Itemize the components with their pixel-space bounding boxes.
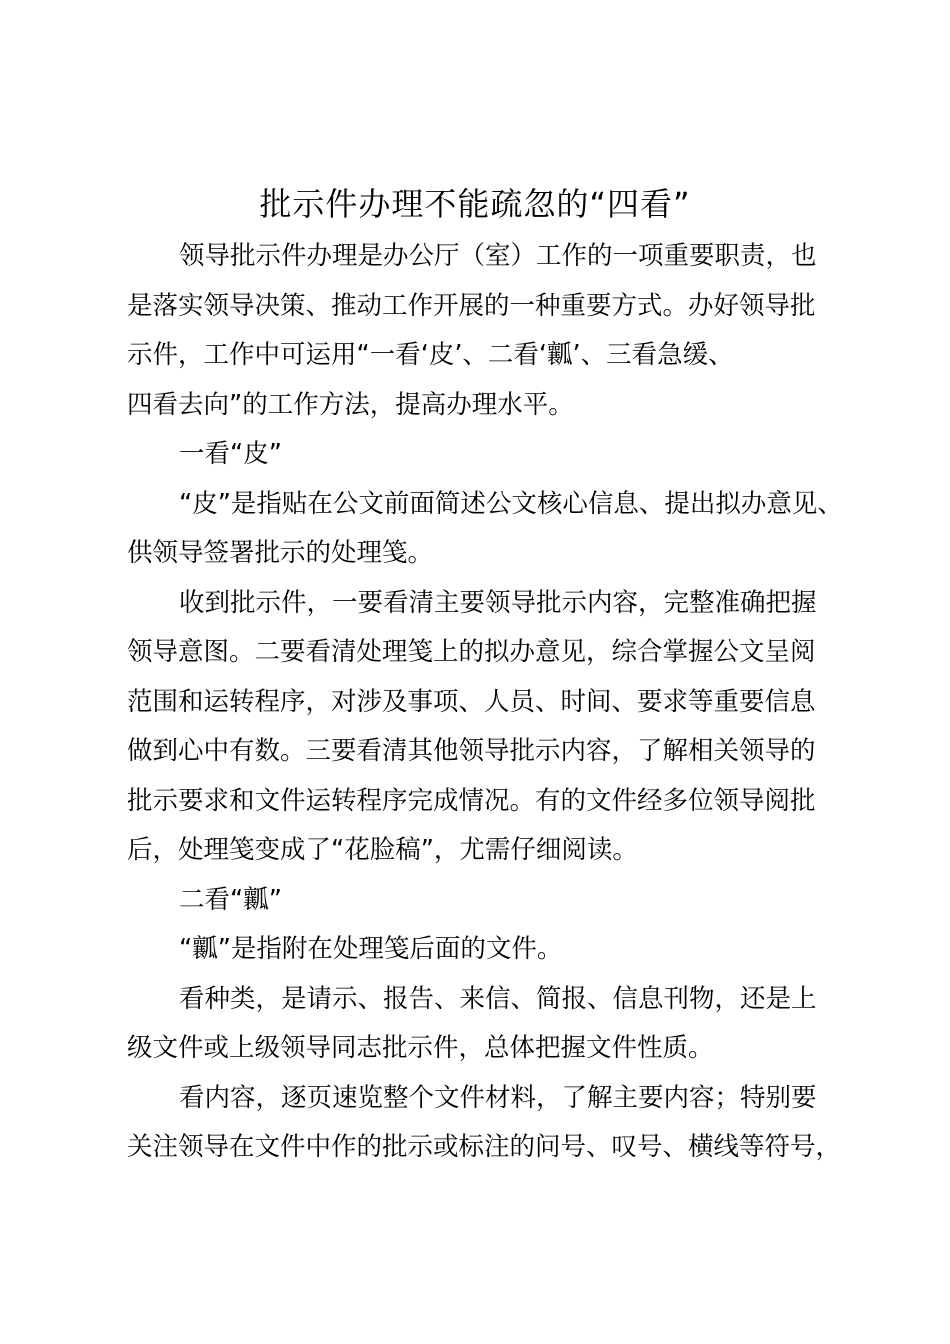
- text-line: 范围和运转程序，对涉及事项、人员、时间、要求等重要信息: [127, 686, 816, 717]
- text-line: “瓤”是指附在处理笺后面的文件。: [179, 934, 563, 964]
- text-line: 示件，工作中可运用“一看‘皮’、二看‘瓤’、三看急缓、: [127, 340, 734, 370]
- text-line: 领导意图。二要看清处理笺上的拟办意见，综合掌握公文呈阅: [127, 637, 816, 667]
- text-line: 是落实领导决策、推动工作开展的一种重要方式。办好领导批: [127, 290, 816, 321]
- text-line: 收到批示件，一要看清主要领导批示内容，完整准确把握: [179, 587, 817, 618]
- document-body: [127, 232, 843, 1173]
- text-line: 领导批示件办理是办公厅（室）工作的一项重要职责，也: [179, 241, 817, 271]
- text-line: 一看“皮”: [179, 439, 282, 469]
- text-line: 供领导签署批示的处理笺。: [127, 538, 434, 568]
- text-line: 批示要求和文件运转程序完成情况。有的文件经多位领导阅批: [127, 785, 816, 816]
- text-line: 后，处理笺变成了“花脸稿”，尤需仔细阅读。: [127, 835, 638, 865]
- text-line: 二看“瓤”: [179, 884, 282, 915]
- document-title: 批示件办理不能疏忽的“四看”: [259, 185, 691, 223]
- text-line: 关注领导在文件中作的批示或标注的问号、叹号、横线等符号，: [127, 1132, 842, 1162]
- text-line: 看种类，是请示、报告、来信、简报、信息刊物，还是上: [179, 983, 817, 1014]
- text-line: 看内容，逐页速览整个文件材料，了解主要内容；特别要: [179, 1082, 817, 1113]
- text-line: “皮”是指贴在公文前面简述公文核心信息、提出拟办意见、: [179, 488, 843, 519]
- text-line: 四看去向”的工作方法，提高办理水平。: [127, 389, 574, 420]
- text-line: 级文件或上级领导同志批示件，总体把握文件性质。: [127, 1033, 714, 1063]
- text-line: 做到心中有数。三要看清其他领导批示内容，了解相关领导的: [127, 736, 816, 766]
